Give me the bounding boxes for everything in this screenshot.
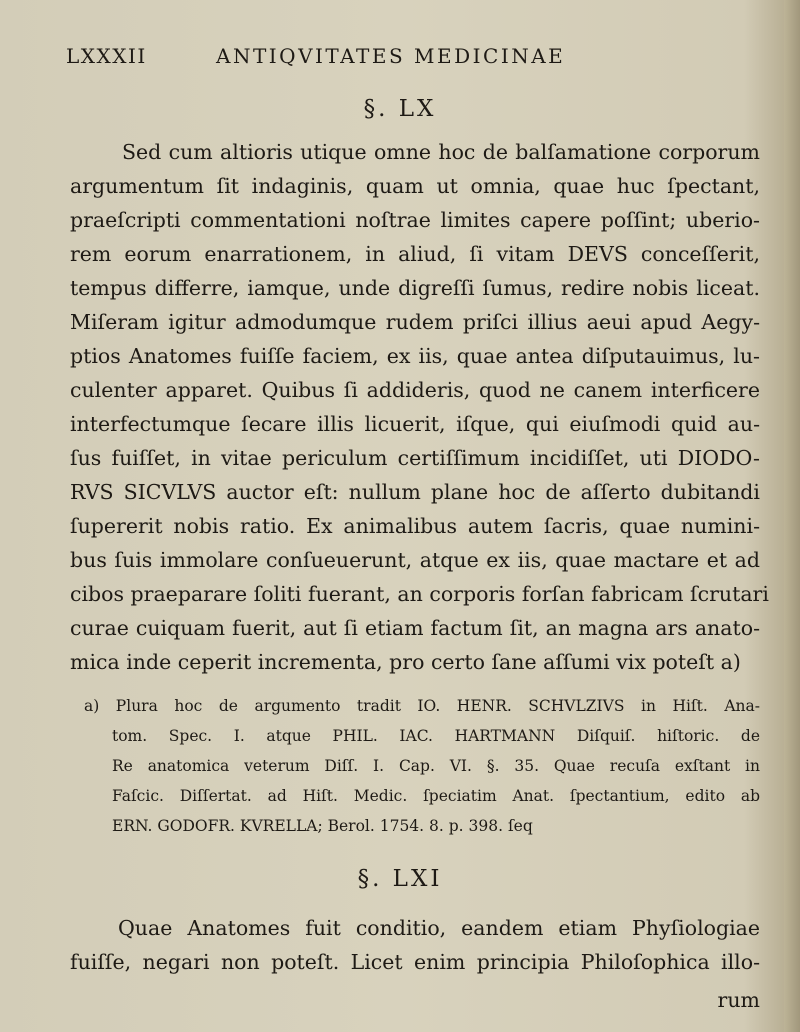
text-line: fuiſſe, negari non poteſt. Licet enim principia Philoſophica illo- bbox=[70, 950, 760, 974]
text-line: curae cuiquam fuerit, aut ſi etiam factum ſit, an magna ars anato- bbox=[70, 616, 760, 640]
footnote-line: tom. Spec. I. atque PHIL. IAC. HARTMANN Diſquiſ. hiſtoric. de bbox=[112, 727, 760, 745]
section-heading-lxi: §. LXI bbox=[357, 866, 443, 892]
text-line: praeſcripti commentationi noſtrae limites capere poſſint; uberio- bbox=[70, 208, 760, 232]
footnote-line: a) Plura hoc de argumento tradit IO. HENR. SCHVLZIVS in Hiſt. Ana- bbox=[84, 697, 760, 715]
text-line: ſus fuiſſet, in vitae periculum certiſſimum incidiſſet, uti DIODO- bbox=[70, 446, 760, 470]
text-line: ſupererit nobis ratio. Ex animalibus autem ſacris, quae numini- bbox=[70, 514, 760, 538]
section-heading-lx: §. LX bbox=[363, 96, 437, 122]
running-head bbox=[66, 44, 706, 74]
catchword: rum bbox=[717, 988, 760, 1012]
text-line: ptios Anatomes fuiſſe faciem, ex iis, quae antea diſputauimus, lu- bbox=[70, 344, 760, 368]
footnote-line: Re anatomica veterum Diſſ. I. Cap. VI. §. 35. Quae recuſa exſtant in bbox=[112, 757, 760, 775]
text-line: argumentum ſit indaginis, quam ut omnia, quae huc ſpectant, bbox=[70, 174, 760, 198]
text-line: cibos praeparare ſoliti fuerant, an corporis forſan fabricam ſcrutari bbox=[70, 582, 769, 606]
text-line: Sed cum altioris utique omne hoc de balſamatione corporum bbox=[122, 140, 760, 164]
footnote-line: ERN. GODOFR. KVRELLA; Berol. 1754. 8. p. 398. ſeq bbox=[112, 817, 533, 835]
text-line: tempus differre, iamque, unde digreſſi ſumus, redire nobis liceat. bbox=[70, 276, 760, 300]
text-line: mica inde ceperit incrementa, pro certo ſane aſſumi vix poteſt a) bbox=[70, 650, 741, 674]
text-line: Miſeram igitur admodumque rudem priſci illius aeui apud Aegy- bbox=[70, 310, 760, 334]
text-line: Quae Anatomes fuit conditio, eandem etiam Phyſiologiae bbox=[118, 916, 760, 940]
text-line: rem eorum enarrationem, in aliud, ſi vitam DEVS conceſſerit, bbox=[70, 242, 760, 266]
text-line: bus ſuis immolare conſueuerunt, atque ex iis, quae mactare et ad bbox=[70, 548, 760, 572]
page-folio: LXXXII bbox=[66, 44, 147, 68]
footnote-line: Faſcic. Diſſertat. ad Hiſt. Medic. ſpeciatim Anat. ſpectantium, edito ab bbox=[112, 787, 760, 805]
text-line: interfectumque ſecare illis licuerit, iſque, qui eiuſmodi quid au- bbox=[70, 412, 760, 436]
running-title: ANTIQVITATES MEDICINAE bbox=[216, 44, 566, 68]
text-line: culenter apparet. Quibus ſi addideris, quod ne canem interficere bbox=[70, 378, 760, 402]
text-line: RVS SICVLVS auctor eſt: nullum plane hoc de aſſerto dubitandi bbox=[70, 480, 760, 504]
